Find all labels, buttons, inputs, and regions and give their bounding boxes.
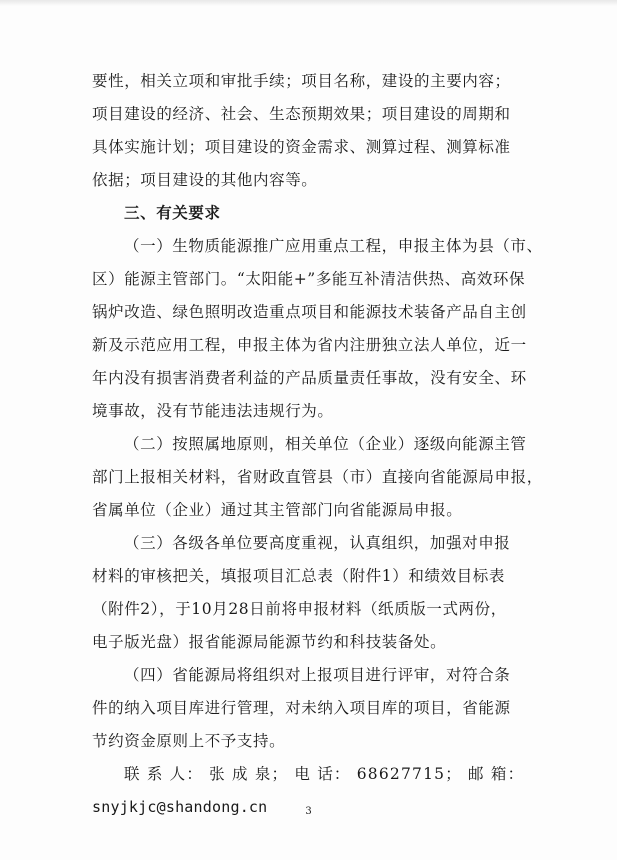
section-heading: 三、有关要求 — [124, 204, 221, 222]
paragraph-4-line-2: 件的纳入项目库进行管理，对未纳入项目库的项目，省能源 — [92, 699, 511, 717]
paragraph-4-line-1: （四）省能源局将组织对上报项目进行评审，对符合条 — [124, 666, 511, 684]
paragraph-3-line-2: 材料的审核把关，填报项目汇总表（附件1）和绩效目标表 — [92, 567, 505, 585]
paragraph-1-line-1: （一）生物质能源推广应用重点工程，申报主体为县（市、 — [124, 237, 543, 255]
paragraph-3-line-3: （附件2），于10月28日前将申报材料（纸质版一式两份， — [92, 600, 507, 618]
paragraph-2-line-1: （二）按照属地原则，相关单位（企业）逐级向能源主管 — [124, 435, 527, 453]
contact-email: snyjkjc@shandong.cn — [92, 798, 268, 816]
scan-top-edge — [0, 0, 617, 6]
body-line-3: 具体实施计划；项目建设的资金需求、测算过程、测算标准 — [92, 138, 511, 156]
page-number: 3 — [305, 806, 312, 817]
paragraph-3-line-4: 电子版光盘）报省能源局能源节约和科技装备处。 — [92, 633, 447, 651]
contact-line: 联 系 人： 张 成 泉； 电 话： 68627715； 邮 箱： — [124, 765, 525, 783]
body-line-1: 要性，相关立项和审批手续；项目名称，建设的主要内容； — [92, 72, 511, 90]
paragraph-1-line-4: 新及示范应用工程，申报主体为省内注册独立法人单位，近一 — [92, 336, 527, 354]
paragraph-1-line-2: 区）能源主管部门。“太阳能+”多能互补清洁供热、高效环保 — [92, 270, 526, 288]
paragraph-1-line-3: 锅炉改造、绿色照明改造重点项目和能源技术装备产品自主创 — [92, 303, 527, 321]
paragraph-1-line-5: 年内没有损害消费者利益的产品质量责任事故，没有安全、环 — [92, 369, 527, 387]
paragraph-2-line-3: 省属单位（企业）通过其主管部门向省能源局申报。 — [92, 501, 463, 519]
body-line-4: 依据；项目建设的其他内容等。 — [92, 171, 318, 189]
body-line-2: 项目建设的经济、社会、生态预期效果；项目建设的周期和 — [92, 105, 511, 123]
paragraph-4-line-3: 节约资金原则上不予支持。 — [92, 732, 286, 750]
paragraph-2-line-2: 部门上报相关材料，省财政直管县（市）直接向省能源局申报， — [92, 468, 543, 486]
paragraph-1-line-6: 境事故，没有节能违法违规行为。 — [92, 402, 334, 420]
paragraph-3-line-1: （三）各级各单位要高度重视，认真组织，加强对申报 — [124, 534, 511, 552]
